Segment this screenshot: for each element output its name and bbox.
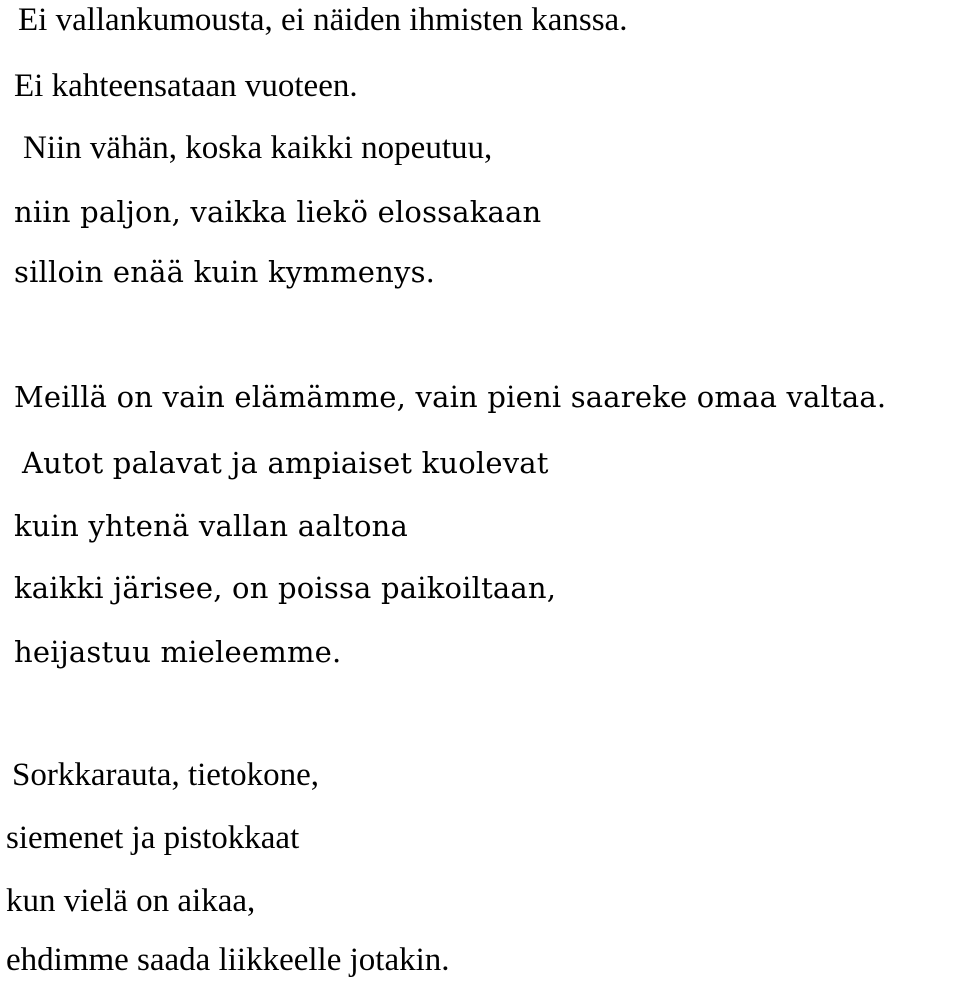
poem-line: kun vielä on aikaa,: [6, 883, 256, 919]
poem-line: siemenet ja pistokkaat: [6, 820, 300, 856]
poem-line: heijastuu mieleemme.: [14, 635, 342, 669]
poem-line: kuin yhtenä vallan aaltona: [14, 509, 409, 543]
poem-line: silloin enää kuin kymmenys.: [14, 255, 436, 289]
poem-line: Meillä on vain elämämme, vain pieni saareke omaa valtaa.: [14, 380, 887, 414]
poem-line: Sorkkarauta, tietokone,: [12, 757, 319, 793]
poem-line: Ei kahteensataan vuoteen.: [14, 68, 358, 104]
poem-line: Niin vähän, koska kaikki nopeutuu,: [23, 130, 493, 166]
poem-line: ehdimme saada liikkeelle jotakin.: [6, 942, 450, 978]
poem-line: Autot palavat ja ampiaiset kuolevat: [22, 446, 549, 480]
poem-line: Ei vallankumousta, ei näiden ihmisten kanssa.: [18, 2, 628, 38]
poem-line: kaikki järisee, on poissa paikoiltaan,: [14, 571, 557, 605]
poem-line: niin paljon, vaikka liekö elossakaan: [14, 195, 542, 229]
